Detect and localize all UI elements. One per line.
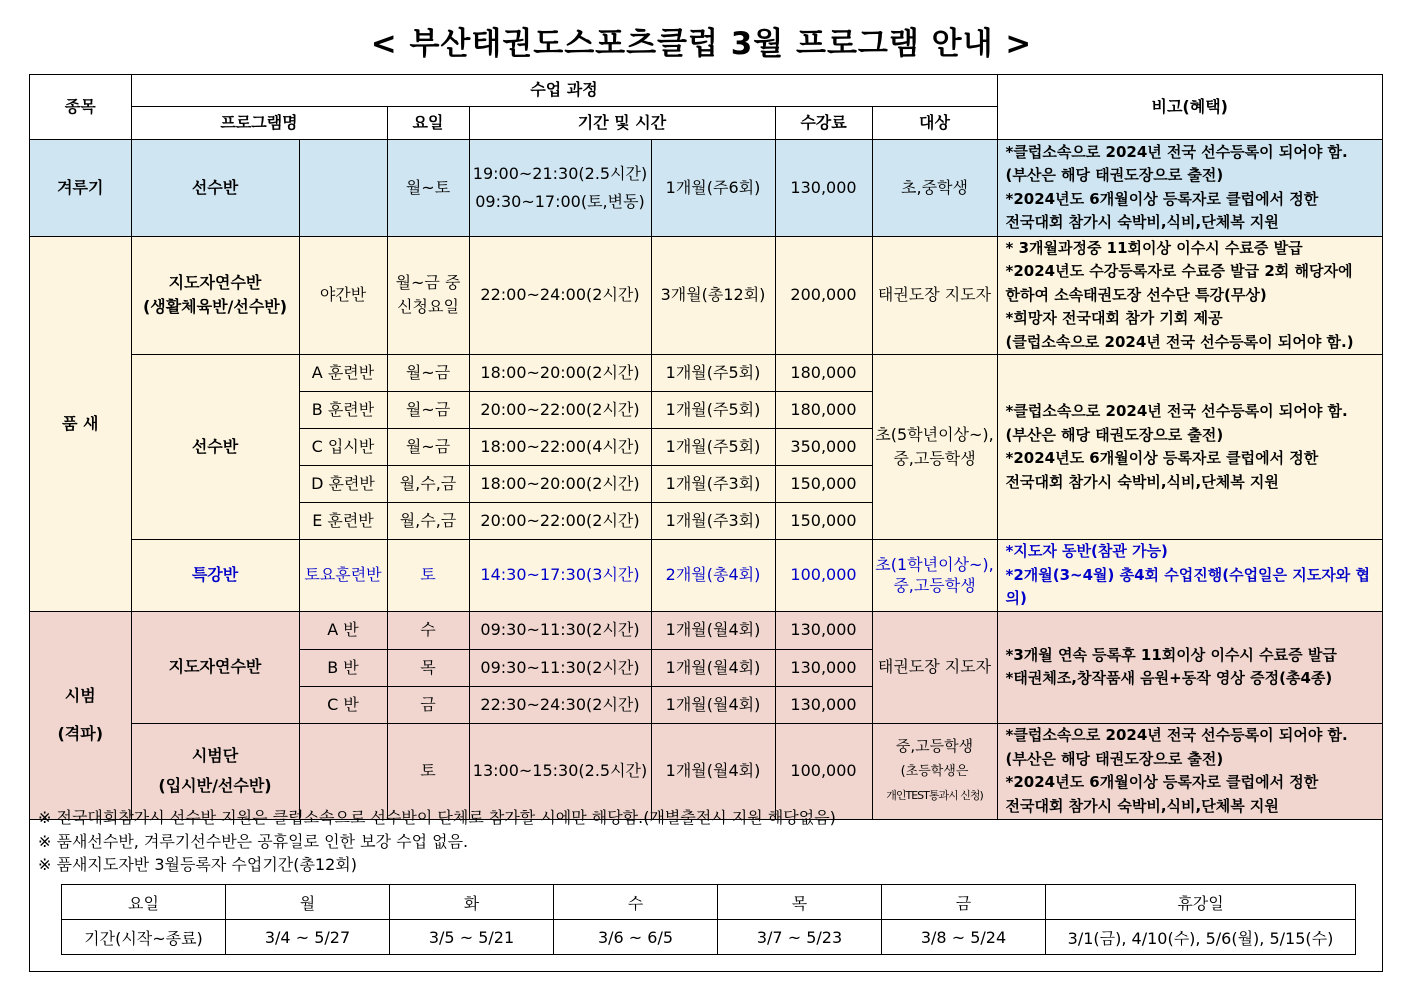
- target-cell: 중,고등학생 (초등학생은 개인TEST통과시 신청): [872, 723, 997, 819]
- period-cell: 1개월(주5회): [651, 392, 775, 429]
- schedule-cell: 3/5 ~ 5/21: [390, 920, 554, 955]
- schedule-cell: 3/4 ~ 5/27: [226, 920, 390, 955]
- fee-cell: 180,000: [775, 392, 872, 429]
- period-cell: 1개월(주5회): [651, 429, 775, 466]
- schedule-cell: 3/6 ~ 6/5: [554, 920, 718, 955]
- time-cell: 18:00~20:00(2시간): [469, 355, 651, 392]
- schedule-table: [61, 884, 1356, 955]
- day-cell: 월,수,금: [387, 503, 469, 540]
- schedule-row: [62, 920, 1356, 955]
- sport-sparring: 겨루기: [30, 139, 131, 236]
- day-cell: 수: [387, 611, 469, 649]
- day-cell: 토: [387, 540, 469, 612]
- day-cell: 토: [387, 723, 469, 819]
- period-cell: 1개월(주3회): [651, 466, 775, 503]
- header-sport: 종목: [30, 75, 131, 139]
- period-cell: 3개월(총12회): [651, 236, 775, 355]
- schedule-header: 수: [554, 885, 718, 920]
- program-name: 선수반: [131, 355, 299, 540]
- program-name: 선수반: [131, 139, 299, 236]
- fee-cell: 130,000: [775, 611, 872, 649]
- footnote: ※ 품새선수반, 겨루기선수반은 공휴일로 인한 보강 수업 없음.: [38, 831, 469, 851]
- schedule-header: 휴강일: [1046, 885, 1356, 920]
- remark-cell: *지도자 동반(참관 가능) *2개월(3~4월) 총4회 수업진행(수업일은 지도자와 협의): [997, 540, 1382, 612]
- program-sub: B 훈련반: [299, 392, 387, 429]
- schedule-header: 금: [882, 885, 1046, 920]
- remark-cell: * 3개월과정중 11회이상 이수시 수료증 발급 *2024년도 수강등록자로 수료증 발급 2회 해당자에 한하여 소속태권도장 선수단 특강(무상) *희망자 전국대회 참가 기회 제공 (클럽소속으로 2024년 전국 선수등록이 되어야 함.): [997, 236, 1382, 355]
- day-cell: 월~금: [387, 429, 469, 466]
- time-cell: 22:00~24:00(2시간): [469, 236, 651, 355]
- fee-cell: 350,000: [775, 429, 872, 466]
- schedule-cell: 3/1(금), 4/10(수), 5/6(월), 5/15(수): [1046, 920, 1356, 955]
- fee-cell: 150,000: [775, 503, 872, 540]
- program-table: [30, 75, 1382, 820]
- table-row: [30, 139, 1382, 236]
- program-sub: A 반: [299, 611, 387, 649]
- day-cell: 월,수,금: [387, 466, 469, 503]
- header-day: 요일: [387, 106, 469, 139]
- program-sub: [299, 723, 387, 819]
- target-cell: 태권도장 지도자: [872, 236, 997, 355]
- schedule-header: 월: [226, 885, 390, 920]
- fee-cell: 100,000: [775, 723, 872, 819]
- schedule-cell: 3/7 ~ 5/23: [718, 920, 882, 955]
- table-row: [30, 611, 1382, 649]
- time-cell: 09:30~11:30(2시간): [469, 611, 651, 649]
- fee-cell: 180,000: [775, 355, 872, 392]
- table-row: [30, 355, 1382, 392]
- program-sub: 야간반: [299, 236, 387, 355]
- fee-cell: 100,000: [775, 540, 872, 612]
- period-cell: 1개월(월4회): [651, 686, 775, 723]
- time-cell: 20:00~22:00(2시간): [469, 503, 651, 540]
- header-course: 수업 과정: [131, 75, 997, 106]
- fee-cell: 130,000: [775, 686, 872, 723]
- header-program: 프로그램명: [131, 106, 387, 139]
- fee-cell: 130,000: [775, 139, 872, 236]
- period-cell: 1개월(월4회): [651, 723, 775, 819]
- program-sub: 토요훈련반: [299, 540, 387, 612]
- schedule-header: 목: [718, 885, 882, 920]
- header-target: 대상: [872, 106, 997, 139]
- footnotes: [38, 806, 836, 877]
- program-name: 특강반: [131, 540, 299, 612]
- target-cell: 태권도장 지도자: [872, 611, 997, 723]
- target-cell: 초(1학년이상~), 중,고등학생: [872, 540, 997, 612]
- remark-cell: *클럽소속으로 2024년 전국 선수등록이 되어야 함. (부산은 해당 태권도장으로 출전) *2024년도 6개월이상 등록자로 클럽에서 정한 전국대회 참가시 숙박비,식비,단체복 지원: [997, 139, 1382, 236]
- target-cell: 초(5학년이상~), 중,고등학생: [872, 355, 997, 540]
- day-cell: 월~금: [387, 355, 469, 392]
- fee-cell: 200,000: [775, 236, 872, 355]
- time-cell: 19:00~21:30(2.5시간) 09:30~17:00(토,변동): [469, 139, 651, 236]
- program-name: 시범단 (입시반/선수반): [131, 723, 299, 819]
- table-row: [30, 236, 1382, 355]
- time-cell: 18:00~20:00(2시간): [469, 466, 651, 503]
- schedule-header: 요일: [62, 885, 226, 920]
- program-sub: D 훈련반: [299, 466, 387, 503]
- sport-poomsae: 품 새: [30, 236, 131, 611]
- footnote: ※ 품새지도자반 3월등록자 수업기간(총12회): [38, 855, 357, 874]
- schedule-cell: 기간(시작~종료): [62, 920, 226, 955]
- program-table-frame: [29, 74, 1383, 972]
- period-cell: 2개월(총4회): [651, 540, 775, 612]
- remark-cell: *3개월 연속 등록후 11회이상 이수시 수료증 발급 *태권체조,창작품새 음원+동작 영상 증정(총4종): [997, 611, 1382, 723]
- target-cell: 초,중학생: [872, 139, 997, 236]
- time-cell: 18:00~22:00(4시간): [469, 429, 651, 466]
- schedule-header: 화: [390, 885, 554, 920]
- day-cell: 월~금 중 신청요일: [387, 236, 469, 355]
- time-cell: 22:30~24:30(2시간): [469, 686, 651, 723]
- period-cell: 1개월(주5회): [651, 355, 775, 392]
- program-sub: C 입시반: [299, 429, 387, 466]
- program-name: 지도자연수반 (생활체육반/선수반): [131, 236, 299, 355]
- time-cell: 14:30~17:30(3시간): [469, 540, 651, 612]
- header-period-time: 기간 및 시간: [469, 106, 775, 139]
- program-sub: B 반: [299, 649, 387, 686]
- table-row: [30, 723, 1382, 819]
- time-cell: 20:00~22:00(2시간): [469, 392, 651, 429]
- day-cell: 목: [387, 649, 469, 686]
- program-sub: E 훈련반: [299, 503, 387, 540]
- period-cell: 1개월(월4회): [651, 611, 775, 649]
- footnote: ※ 전국대회참가시 선수반 지원은 클럽소속으로 선수반이 단체로 참가할 시에만 해당함.(개별출전시 지원 해당없음): [38, 808, 836, 827]
- table-row: [30, 540, 1382, 612]
- day-cell: 월~금: [387, 392, 469, 429]
- header-remark: 비고(혜택): [997, 75, 1382, 139]
- period-cell: 1개월(주6회): [651, 139, 775, 236]
- sport-demo: 시범 (격파): [30, 611, 131, 819]
- time-cell: 09:30~11:30(2시간): [469, 649, 651, 686]
- fee-cell: 150,000: [775, 466, 872, 503]
- header-fee: 수강료: [775, 106, 872, 139]
- program-sub: [299, 139, 387, 236]
- period-cell: 1개월(월4회): [651, 649, 775, 686]
- fee-cell: 130,000: [775, 649, 872, 686]
- program-name: 지도자연수반: [131, 611, 299, 723]
- day-cell: 금: [387, 686, 469, 723]
- remark-cell: *클럽소속으로 2024년 전국 선수등록이 되어야 함. (부산은 해당 태권도장으로 출전) *2024년도 6개월이상 등록자로 클럽에서 정한 전국대회 참가시 숙박비,식비,단체복 지원: [997, 355, 1382, 540]
- time-cell: 13:00~15:30(2.5시간): [469, 723, 651, 819]
- remark-cell: *클럽소속으로 2024년 전국 선수등록이 되어야 함. (부산은 해당 태권도장으로 출전) *2024년도 6개월이상 등록자로 클럽에서 정한 전국대회 참가시 숙박비,식비,단체복 지원: [997, 723, 1382, 819]
- page-title: < 부산태권도스포츠클럽 3월 프로그램 안내 >: [370, 26, 1033, 62]
- program-sub: A 훈련반: [299, 355, 387, 392]
- period-cell: 1개월(주3회): [651, 503, 775, 540]
- day-cell: 월~토: [387, 139, 469, 236]
- schedule-cell: 3/8 ~ 5/24: [882, 920, 1046, 955]
- schedule-header-row: [62, 885, 1356, 920]
- program-sub: C 반: [299, 686, 387, 723]
